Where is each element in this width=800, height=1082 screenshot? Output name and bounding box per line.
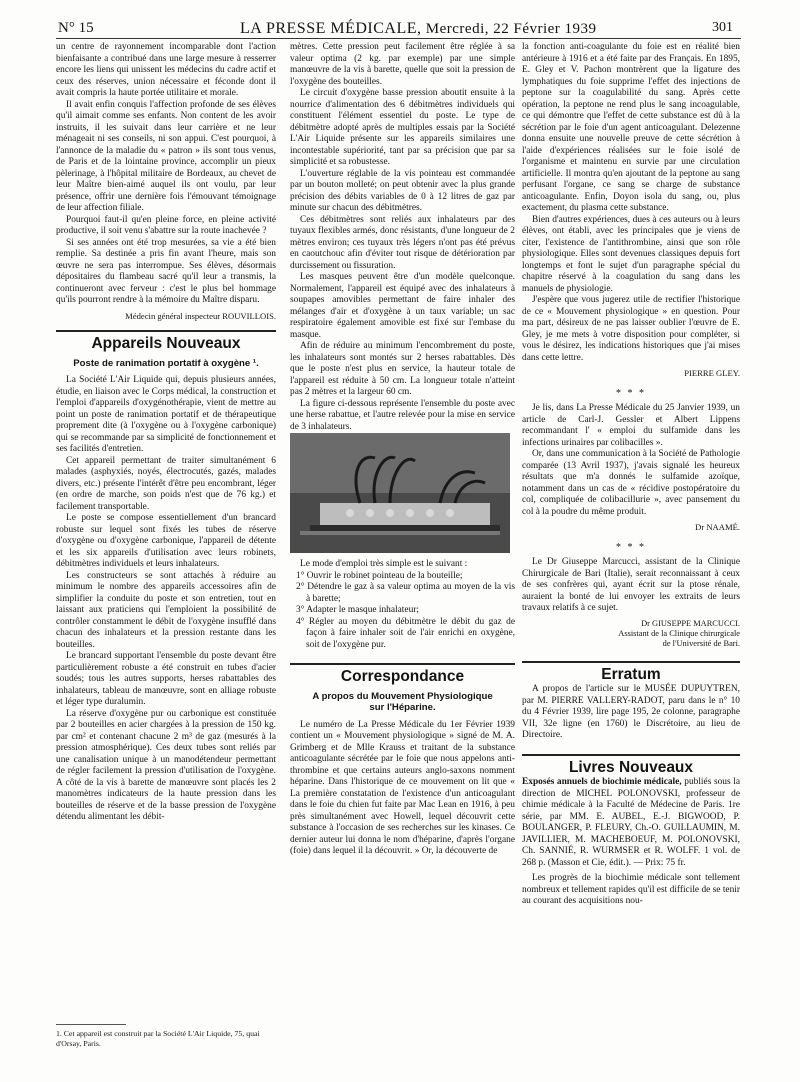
column-1 [56,42,276,824]
apparatus-illustration [290,433,510,553]
usage-step: 4° Régler au moyen du débitmètre le débit du gaz de façon à faire inhaler soit de l'air enrichi en oxygène, soit de l'oxygène pur. [296,616,515,650]
paragraph: J'espère que vous jugerez utile de rectifier l'historique de ce « Mouvement physiologique » en question. Pour ma part, désireux de ne pas laisser oublier l'œuvre de E. Gley, je me mets à votre disposition pour compléter, si vous le désirez, les indications historiques que j'ai mises dans cette lettre. [522,295,740,363]
column-2 [290,42,515,858]
paragraph: Les constructeurs se sont attachés à réduire au minimum le nombre des appareils accessoires afin de simplifier la conduite du poste et son entretien, tout en laissant aux praticiens qui l'emploient la possibilité de contrôler constamment le débit de l'oxygène insufflé dans chacun des inhalateurs et la pression restante dans les bouteilles. [56,570,276,650]
paragraph: Pourquoi faut-il qu'en pleine force, en pleine activité productive, il soit venu s'abattre sur la route inachevée ? [56,214,276,236]
paragraph: un centre de rayonnement incomparable dont l'action bienfaisante a contribué dans une large mesure à resserrer encore les liens qui unissent les médecins du cadre actif et ceux des réserves, union nécessaire et féconde dont il avait compris la haute portée utilitaire et morale. [56,42,276,98]
subtitle-line: A propos du Mouvement Physiologique [312,690,493,702]
correspondance-subtitle [290,691,515,714]
paragraph: Or, dans une communication à la Société de Pathologie comparée (13 Avril 1937), j'avais signalé les heureux résultats que m'a donnés le sulfamide azoïque, notamment dans un cas de « récidive postopératoire du col, compliquée de colibacillurie », avec pansement du col à la poudre du même produit. [522,449,740,517]
usage-step: 3° Adapter le masque inhalateur; [296,605,419,615]
paragraph: Le Dr Giuseppe Marcucci, assistant de la Clinique Chirurgicale de Bari (Italie), serait reconnaissant à ceux de ses confrères qui, ayant écrit sur la ptose rénale, auraient la bonté de lui envoyer les extraits de leurs travaux relatifs à ce sujet. [522,557,740,613]
paragraph: Afin de réduire au minimum l'encombrement du poste, les inhalateurs sont montés sur 2 herses rabattables. Dès que le poste n'est plus en service, la hauteur totale de l'appareil est réduite à 50 cm. La longueur totale n'atteint pas 2 mètres et la largeur 60 cm. [290,341,515,397]
usage-intro: Le mode d'emploi très simple est le suivant : [300,559,468,569]
issue-date: Mercredi, 22 Février 1939 [425,21,597,37]
footnote-rule [56,1024,126,1025]
usage-step: 1° Ouvrir le robinet pointeau de la bouteille; [296,570,463,581]
book-title: Exposés annuels de biochimie médicale, [522,777,682,787]
header-rule [56,38,741,39]
paragraph: Les progrès de la biochimie médicale sont tellement nombreux et tellement rapides qu'il est difficile de se tenir au courant des acquisitions nou- [522,873,740,906]
signature: Dr NAAMÉ. [695,522,740,532]
paragraph: Le brancard supportant l'ensemble du poste devant être particulièrement robuste a été construit en tubes d'acier soudés; tous les autres supports, herses rabattables des inhalateurs, tableau de manœuvre, sont en alliage robuste et léger type duralumin. [56,651,276,707]
paragraph: Le poste se compose essentiellement d'un brancard robuste sur lequel sont fixés les tubes de réserve d'oxygène ou d'oxygène carbonique, l'appareil de détente et les six appareils d'utilisation avec leurs robinets, débitmètres individuels et leurs inhalateurs. [56,513,276,569]
signature-affiliation: Assistant de la Clinique chirurgicale [618,628,740,638]
section-title-correspondance: Correspondance [290,663,515,687]
issue-number: N° 15 [58,20,94,36]
footnote-text: 1. Cet appareil est construit par la Société L'Air Liquide, 75, quai d'Orsay, Paris. [56,1029,260,1048]
usage-steps [290,571,515,652]
usage-step: 2° Détendre le gaz à sa valeur optima au moyen de la vis à barette; [296,582,515,604]
paragraph: Le circuit d'oxygène basse pression aboutit ensuite à la nourrice d'alimentation des 6 débitmètres individuels qui constituent l'élément essentiel du poste. Le type de débitmètre adopté après de multiples essais par la Société L'Air Liquide présente sur les appareils similaires une incontestable supériorité, tant par sa précision que par sa simplicité et sa robustesse. [290,88,515,167]
paragraph: Il avait enfin conquis l'affection profonde de ses élèves qu'il aimait comme ses enfants. Non content de les avoir instruits, il les suivait dans leur carrière et ne leur ménageait ni ses conseils, ni son appui. C'est pourquoi, à l'annonce de la maladie du « patron » ils sont tous venus, de Paris et de la lointaine province, accomplir un pieux pèlerinage, à l'hôpital militaire de Bordeaux, au chevet de leur Maître bien-aimé auquel ils ont voulu, par leur présence, offrir une dernière fois l'émouvant témoignage de leur affection filiale. [56,99,276,213]
signature: Dr GIUSEPPE MARCUCCI. [641,618,740,628]
subtitle-line: sur l'Héparine. [369,702,436,713]
page-header [0,0,800,40]
paragraph: La Société L'Air Liquide qui, depuis plusieurs années, étudie, en liaison avec le Corps médical, la construction et l'emploi d'appareils d'oxygénothérapie, vient de mettre au point un poste de ranimation portatif et de thérapeutique proprement dite (à l'oxygène ou à l'oxygène carbonique) qui se recommande par sa simplicité de fonctionnement et ses facilités d'entretien. [56,375,276,454]
journal-title [240,20,597,38]
signature-affiliation: de l'Université de Bari. [662,638,740,648]
paragraph: Je lis, dans La Presse Médicale du 25 Janvier 1939, un article de Carl-J. Gessler et Albert Lippens recommandant l' « emploi du sulfamide dans les infections urinaires par colibacilles ». [522,403,740,448]
section-title-appareils: Appareils Nouveaux [56,330,276,354]
article-subtitle: Poste de ranimation portatif à oxygène ¹. [73,357,259,369]
paragraph: Bien d'autres expériences, dues à ces auteurs ou à leurs élèves, ont établi, avec les principales que je viens de citer, l'existence de l'antithrombine, ainsi que son rôle physiologique. Elles sont devenues classiques depuis fort longtemps et font le sujet d'un paragraphe spécial du chapitre réservé à la coagulation du sang dans les manuels de physiologie. [522,214,740,294]
paragraph: mètres. Cette pression peut facilement être réglée à sa valeur optima (2 kg. par exemple) par une simple manœuvre de la vis à barette, quelle que soit la pression de l'oxygène des bouteilles. [290,42,515,87]
journal-name: LA PRESSE MÉDICALE, [240,20,422,37]
paragraph: Cet appareil permettant de traiter simultanément 6 malades (asphyxiés, noyés, électrocutés, gazés, malades divers, etc.) présente l'intérêt d'être peu encombrant, léger (en ordre de marche, son poids n'est que de 76 kg.) et facilement transportable. [56,455,276,512]
paragraph: A propos de l'article sur le MUSÉE DUPUYTREN, par M. PIERRE VALLERY-RADOT, paru dans le n° 10 du 4 Février 1939, lire page 195, 2e colonne, paragraphe VII, 32e ligne (en 1760) le Discrétoire, au lieu de Directoire. [522,684,740,740]
apparatus-photo [290,433,510,553]
page-number: 301 [712,20,733,35]
paragraph: L'ouverture réglable de la vis pointeau est commandée par un bouton molleté; on peut obtenir avec la plus grande précision des débits variables de 0 à 12 litres de gaz par minute sur chacun des débitmètres. [290,168,515,213]
signature: Médecin général inspecteur ROUVILLOIS. [125,310,276,321]
footnote [56,1024,276,1049]
column-3 [522,42,740,908]
paragraph: Si ses années ont été trop mesurées, sa vie a été bien remplie. Sa destinée a pris fin avant l'heure, mais son œuvre ne sera pas interrompue. Ses élèves, désormais dépositaires du flambeau sacré qu'il leur a transmis, la continueront avec ferveur : c'est le plus bel hommage qu'ils pourront rendre à la mémoire du Maître disparu. [56,237,276,305]
book-details: publiés sous la direction de MICHEL POLONOVSKI, professeur de chimie médicale à la Faculté de Médecine de Paris. 1re série, par MM. E. AUBEL, E.-J. BIGWOOD, P. BOULANGER, P. FLEURY, Ch.-O. GUILLAUMIN, M. JAVILLIER, M. MACHEBOEUF, M. POLONOVSKI, Ch. SANNIÉ, R. WURMSER et R. WOLFF. 1 vol. de 268 p. (Masson et Cie, édit.). — Prix: 75 fr. [522,777,740,868]
paragraph: Le numéro de La Presse Médicale du 1er Février 1939 contient un « Mouvement physiologique » signé de M. A. Grimberg et de Mlle Krauss et traitant de la substance anticoagulante sécrétée par le foie que nous appelons anti-thrombine et que certains auteurs anglo-saxons nomment héparine. Dans l'historique de ce mouvement on lit que « La première constatation de l'existence d'un anticoagulant dans le foie du chien fut faite par Mac Lean en 1916, à peu près simultanément avec Howell, lequel découvrit cette substance à l'occasion de ses recherches sur les kinases. Ce dernier auteur lui donna le nom d'héparine, d'après l'organe (foie) dans lequel il la découvrit. » Or, la découverte de [290,719,515,856]
separator-stars: * * * [616,541,646,553]
book-entry [522,777,740,869]
paragraph: Ces débitmètres sont reliés aux inhalateurs par des tuyaux flexibles armés, donc résistants, d'une longueur de 2 mètres environ; ces tuyaux très légers n'ont pas été prévus en caoutchouc afin d'éviter tout risque de détérioration par durcissement ou fissuration. [290,214,515,271]
signature: PIERRE GLEY. [684,368,740,378]
section-title-erratum: Erratum [522,661,740,685]
section-title-livres: Livres Nouveaux [522,754,740,778]
paragraph: La figure ci-dessous représente l'ensemble du poste avec une herse rabattue, et l'autre relevée pour la mise en service de 3 inhalateurs. [290,398,515,432]
paragraph: Les masques peuvent être d'un modèle quelconque. Normalement, l'appareil est équipé avec des inhalateurs à soupapes amovibles permettant de faire inhaler des mélanges d'air et d'oxygène à un taux variable; un sac respiratoire également amovible est fixé sur l'embase du masque. [290,272,515,340]
paragraph: La réserve d'oxygène pur ou carbonique est constituée par 2 bouteilles en acier chargées à la pression de 150 kg. par cm² et contenant chacune 2 m³ de gaz (mesurés à la pression atmosphérique). Ces deux tubes sont reliés par une canalisation unique à un manodétendeur permettant de régler facilement la pression d'utilisation de l'oxygène. A côté de la vis à barette de manœuvre sont placés les 2 manomètres indicateurs de la haute pression dans les bouteilles de réserve et de la basse pression de l'oxygène détendu alimentant les débit- [56,708,276,822]
separator-stars: * * * [616,387,646,399]
paragraph: la fonction anti-coagulante du foie est en réalité bien antérieure à 1916 et a été faite par des Français. En 1895, E. Gley et V. Pachon montrèrent que la ligature des lymphatiques du foie supprime l'effet des injections de peptone sur la coagulabilité du sang. Après cette opération, la peptone ne rend plus le sang incoagulable, ce qui démontre que l'effet de cette substance est dû à la sécrétion par le foie d'un agent anticoagulant. Delezenne donna ensuite une nouvelle preuve de cette sécrétion à l'aide d'expériences réalisées sur le foie isolé de l'organisme et maintenu en survie par une circulation artificielle. Il montra qu'en ajoutant de la peptone au sang perfusant l'organe, ce sang se charge de substance anticoagulante. Enfin, Doyon isola du sang, ou, plus exactement, du plasma cette substance. [522,42,740,213]
